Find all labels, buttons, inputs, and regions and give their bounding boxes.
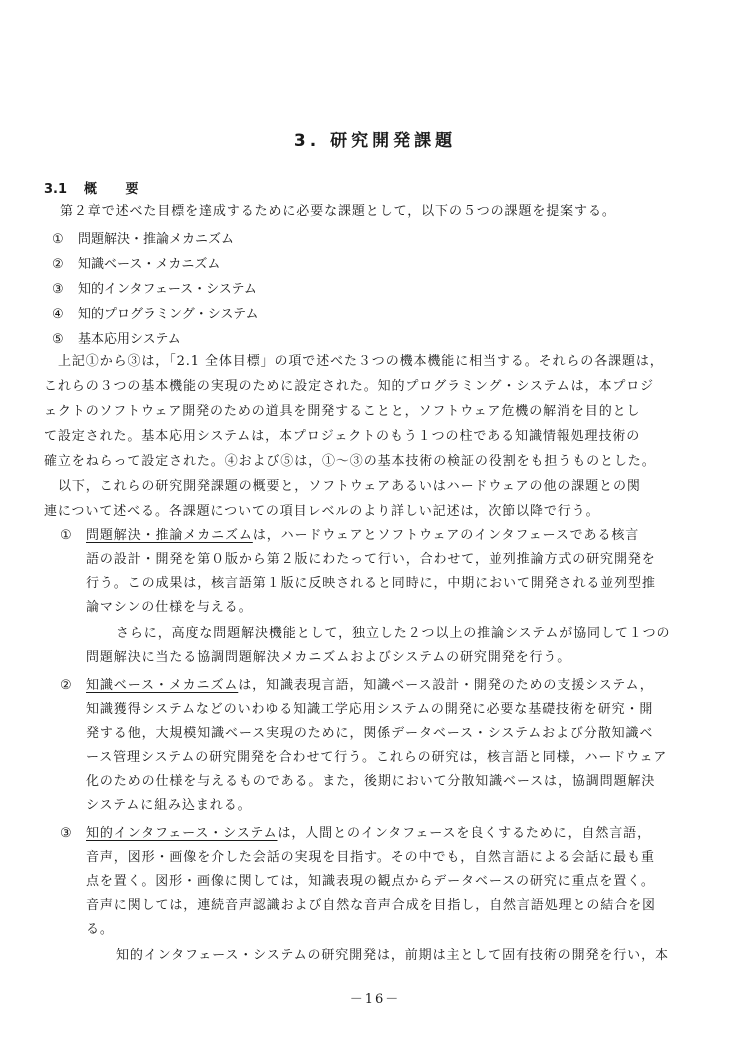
intro-paragraph: 第２章で述べた目標を達成するために必要な課題として，以下の５つの課題を提案する。 bbox=[60, 204, 616, 219]
topic-item bbox=[52, 305, 258, 325]
detail-line: 語の設計・開発を第０版から第２版にわたって行い，合わせて，並列推論方式の研究開発を bbox=[86, 552, 656, 567]
detail-line: 行う。この成果は，核言語第１版に反映されると同時に，中期において開発される並列型推 bbox=[86, 576, 656, 591]
topic-item bbox=[52, 280, 257, 300]
topic-label: 知的プログラミング・システム bbox=[78, 307, 259, 322]
chapter-title: 3. 研究開発課題 bbox=[293, 131, 457, 151]
detail-item-1 bbox=[60, 526, 639, 546]
topic-marker: ③ bbox=[52, 282, 64, 297]
topic-item bbox=[52, 255, 220, 275]
section-title: 概 要 bbox=[84, 182, 151, 197]
topic-label: 知識ベース・メカニズム bbox=[78, 257, 221, 272]
detail-line: 点を置く。図形・画像に関しては，知識表現の観点からデータベースの研究に重点を置く。 bbox=[86, 874, 655, 889]
detail-term: 知識ベース・メカニズム bbox=[86, 678, 239, 693]
topic-marker: ① bbox=[52, 232, 64, 247]
detail-item-2 bbox=[60, 676, 654, 696]
topic-item bbox=[52, 230, 234, 250]
topic-label: 問題解決・推論メカニズム bbox=[78, 232, 235, 247]
detail-first-line: は，ハードウェアとソフトウェアのインタフェースである核言 bbox=[252, 528, 640, 543]
topic-marker: ② bbox=[52, 257, 64, 272]
paragraph-line: ェクトのソフトウェア開発のための道具を開発することと，ソフトウェア危機の解消を目的とし bbox=[44, 404, 641, 419]
detail-line: る。 bbox=[86, 922, 114, 937]
topic-marker: ④ bbox=[52, 307, 64, 322]
detail-marker: ① bbox=[60, 528, 73, 543]
detail-line: さらに，高度な問題解決機能として，独立した２つ以上の推論システムが協同して１つの bbox=[116, 626, 671, 641]
detail-line: 音声，図形・画像を介した会話の実現を目指す。その中でも，自然言語による会話に最も重 bbox=[86, 850, 655, 865]
detail-line: 音声に関しては，連続音声認識および自然な音声合成を目指し，自然言語処理との結合を図 bbox=[86, 898, 656, 913]
paragraph-line: 確立をねらって設定された。④および⑤は，①～③の基本技術の検証の役割をも担うものとした。 bbox=[44, 454, 656, 469]
topic-marker: ⑤ bbox=[52, 332, 64, 347]
section-heading bbox=[44, 178, 151, 197]
detail-line: 問題解決に当たる協調問題解決メカニズムおよびシステムの研究開発を行う。 bbox=[86, 650, 572, 665]
paragraph-line: て設定された。基本応用システムは，本プロジェクトのもう１つの柱である知識情報処理技術の bbox=[44, 429, 641, 444]
paragraph-line: 上記①から③は，「2.1 全体目標」の項で述べた３つの機本機能に相当する。それらの各課題は， bbox=[58, 354, 664, 369]
detail-term: 問題解決・推論メカニズム bbox=[86, 528, 253, 543]
detail-line: ース管理システムの研究開発を合わせて行う。これらの研究は，核言語と同様，ハードウェア bbox=[86, 750, 668, 765]
topic-label: 知的インタフェース・システム bbox=[78, 282, 257, 297]
detail-term: 知的インタフェース・システム bbox=[86, 826, 278, 841]
page-number: －16－ bbox=[349, 992, 401, 1007]
detail-marker: ③ bbox=[60, 826, 73, 841]
topic-item bbox=[52, 330, 181, 350]
paragraph-line: これらの３つの基本機能の実現のために設定された。知的プログラミング・システムは，本プロジ bbox=[44, 379, 655, 394]
detail-first-line: は，知識表現言語，知識ベース設計・開発のための支援システム， bbox=[238, 678, 654, 693]
detail-first-line: は，人間とのインタフェースを良くするために，自然言語， bbox=[277, 826, 651, 841]
detail-line: 論マシンの仕様を与える。 bbox=[86, 600, 253, 615]
paragraph-line: 以下，これらの研究開発課題の概要と，ソフトウェアあるいはハードウェアの他の課題との関 bbox=[58, 479, 641, 494]
detail-marker: ② bbox=[60, 678, 73, 693]
detail-item-3 bbox=[60, 824, 651, 844]
detail-line: 知識獲得システムなどのいわゆる知識工学応用システムの開発に必要な基礎技術を研究・開 bbox=[86, 702, 654, 717]
detail-line: システムに組み込まれる。 bbox=[86, 798, 252, 813]
detail-line: 知的インタフェース・システムの研究開発は，前期は主として固有技術の開発を行い，本 bbox=[116, 948, 669, 963]
detail-line: 発する他，大規模知識ベース実現のために，関係データベース・システムおよび分散知識ベ bbox=[86, 726, 654, 741]
section-number: 3.1 bbox=[44, 182, 68, 197]
paragraph-line: 連について述べる。各課題についての項目レベルのより詳しい記述は，次節以降で行う。 bbox=[44, 504, 600, 519]
topic-label: 基本応用システム bbox=[78, 332, 181, 347]
detail-line: 化のための仕様を与えるものである。また，後期において分散知識ベースは，協調問題解決 bbox=[86, 774, 656, 789]
